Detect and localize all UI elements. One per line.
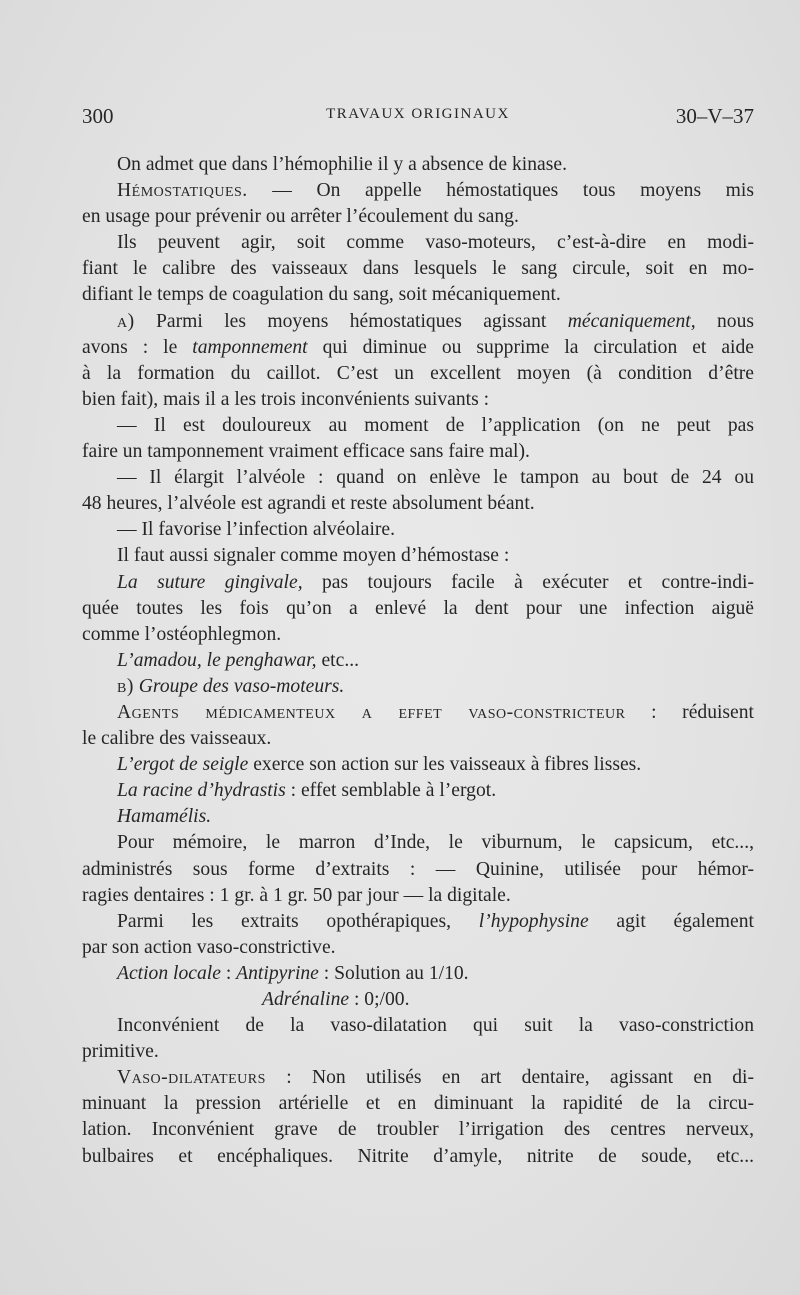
paragraph-inconvenient-line2: primitive. (82, 1041, 159, 1063)
text-italic: La racine d’hydrastis (117, 780, 286, 802)
text-italic: L’ergot de seigle (117, 754, 249, 776)
paragraph-opotherapiques-line2: par son action vaso-constrictive. (82, 936, 336, 958)
paragraph-agents-line1 (82, 700, 754, 726)
paragraph-vaso-dilatateurs-line3: lation. Inconvénient grave de troubler l’irrigation des centres nerveux, (82, 1119, 754, 1141)
list-item-alveole-line1: — Il élargit l’alvéole : quand on enlève le tampon au bout de 24 ou (117, 467, 754, 489)
paragraph-memoire-line2: administrés sous forme d’extraits : — Quinine, utilisée pour hémor- (82, 858, 754, 880)
paragraph-action-locale (82, 961, 754, 987)
text: — On appelle hémostatiques tous moyens mis (247, 180, 754, 202)
text: Parmi les moyens hémostatiques agissant (134, 310, 568, 332)
text-italic: mécaniquement, (567, 310, 696, 332)
paragraph-suture-line1 (82, 570, 754, 596)
paragraph-vaso-dilatateurs-line4: bulbaires et encéphaliques. Nitrite d’amyle, nitrite de soude, etc... (82, 1145, 754, 1167)
paragraph-hemostase: Il faut aussi signaler comme moyen d’hémostase : (117, 545, 510, 567)
section-heading-hemostatiques: Hémostatiques. (117, 180, 248, 202)
label-b: b) (117, 675, 134, 697)
paragraph-inconvenient-line1: Inconvénient de la vaso-dilatation qui suit la vaso-constriction (117, 1015, 754, 1037)
text: Parmi les extraits opothérapiques, (117, 910, 479, 932)
text: avons : le (82, 336, 193, 358)
paragraph-vaso-dilatateurs-line1 (82, 1065, 754, 1091)
paragraph-amadou (82, 648, 754, 674)
page-number: 300 (82, 104, 114, 128)
running-title: TRAVAUX ORIGINAUX (326, 106, 510, 122)
list-item-douloureux-line1: — Il est douloureux au moment de l’application (on ne peut pas (117, 414, 754, 436)
paragraph-mecanique-line3: à la formation du caillot. C’est un excellent moyen (à condition d’être (82, 362, 754, 384)
text-italic: Antipyrine (236, 962, 319, 984)
paragraph-memoire-line3: ragies dentaires : 1 gr. à 1 gr. 50 par jour — la digitale. (82, 884, 511, 906)
text: etc... (316, 649, 360, 671)
text: : Solution au 1/10. (318, 962, 469, 984)
text-italic: Adrénaline (262, 989, 350, 1010)
paragraph-hydrastis (82, 778, 754, 804)
paragraph-vaso-moteurs-line1: Ils peuvent agir, soit comme vaso-moteurs, c’est-à-dire en modi- (117, 232, 754, 254)
section-heading-agents: Agents médicamenteux a effet vaso-constricteur (117, 701, 626, 723)
paragraph-suture-line3: comme l’ostéophlegmon. (82, 623, 282, 645)
text: pas toujours facile à exécuter et contre-indi- (302, 571, 754, 593)
paragraph-vaso-dilatateurs-line2: minuant la pression artérielle et en diminuant la rapidité de la circu- (82, 1093, 754, 1115)
list-item-alveole-line2: 48 heures, l’alvéole est agrandi et reste absolument béant. (82, 493, 535, 515)
subheading-vaso-moteurs (82, 674, 754, 700)
paragraph-suture-line2: quée toutes les fois qu’on a enlevé la dent pour une infection aiguë (82, 597, 754, 619)
header-date: 30–V–37 (675, 104, 754, 128)
text: nous (695, 310, 754, 332)
paragraph-ergot (82, 752, 754, 778)
paragraph-vaso-moteurs-line2: fiant le calibre des vaisseaux dans lesquels le sang circule, soit en mo- (82, 258, 754, 280)
list-item-douloureux-line2: faire un tamponnement vraiment efficace sans faire mal). (82, 441, 530, 463)
text: exerce son action sur les vaisseaux à fibres lisses. (248, 754, 642, 776)
page-body (82, 152, 754, 1170)
text-italic: Groupe des vaso-moteurs. (133, 675, 345, 697)
paragraph-hemostatiques-line2: en usage pour prévenir ou arrêter l’écoulement du sang. (82, 206, 519, 228)
text: : effet semblable à l’ergot. (285, 780, 497, 802)
text: : réduisent (625, 701, 754, 723)
paragraph-hemostatiques-line1 (82, 178, 754, 204)
list-item-infection: — Il favorise l’infection alvéolaire. (117, 519, 396, 541)
text: agit également (588, 910, 754, 932)
text: : Non utilisés en art dentaire, agissant en di- (265, 1067, 754, 1089)
paragraph-memoire-line1: Pour mémoire, le marron d’Inde, le viburnum, le capsicum, etc..., (117, 832, 754, 854)
paragraph-vaso-moteurs-line3: difiant le temps de coagulation du sang, soit mécaniquement. (82, 284, 561, 306)
paragraph-hamamelis: Hamamélis. (117, 806, 212, 828)
text: : 0;/00. (349, 989, 410, 1010)
paragraph-mecanique-line4: bien fait), mais il a les trois inconvénients suivants : (82, 388, 490, 410)
page-header (82, 104, 754, 130)
text-italic: La suture gingivale, (117, 571, 303, 593)
section-heading-vaso-dilatateurs: Vaso-dilatateurs (117, 1067, 266, 1089)
paragraph-opotherapiques-line1 (82, 909, 754, 935)
text-italic: tamponnement (192, 336, 308, 358)
label-a: a) (117, 310, 135, 332)
paragraph-mecanique-line1 (82, 309, 754, 335)
paragraph-agents-line2: le calibre des vaisseaux. (82, 728, 272, 750)
text-italic: l’hypophysine (478, 910, 589, 932)
text-italic: Action locale (117, 962, 221, 984)
paragraph-hemophilie: On admet que dans l’hémophilie il y a absence de kinase. (117, 154, 567, 175)
text-italic: L’amadou, le penghawar, (117, 649, 317, 671)
text: : (220, 962, 237, 984)
paragraph-mecanique-line2 (82, 335, 754, 361)
text: qui diminue ou supprime la circulation et aide (307, 336, 754, 358)
paragraph-adrenaline (82, 987, 754, 1013)
